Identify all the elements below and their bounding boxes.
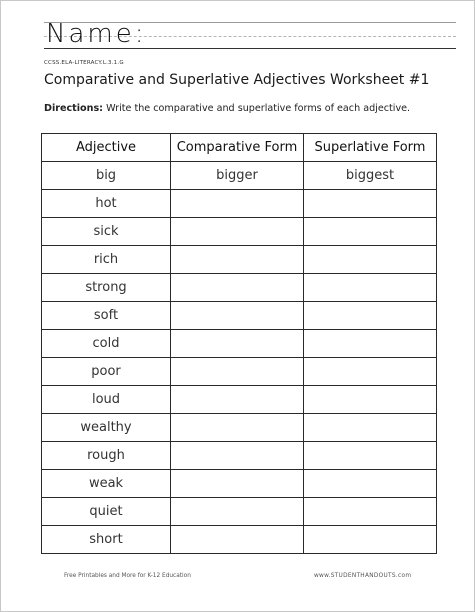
superlative-cell[interactable]	[304, 358, 437, 386]
comparative-cell[interactable]	[171, 386, 304, 414]
table-row	[42, 218, 437, 246]
adjective-cell: short	[42, 526, 171, 554]
adjective-cell: weak	[42, 470, 171, 498]
adjective-cell: big	[42, 162, 171, 190]
table-row	[42, 330, 437, 358]
superlative-cell[interactable]	[304, 274, 437, 302]
standard-code: CCSS.ELA-LITERACY.L.3.1.G	[44, 60, 124, 66]
table-row	[42, 246, 437, 274]
directions	[44, 103, 410, 114]
superlative-cell[interactable]: biggest	[304, 162, 437, 190]
table-row	[42, 162, 437, 190]
table-row	[42, 498, 437, 526]
comparative-cell[interactable]	[171, 358, 304, 386]
worksheet-title: Comparative and Superlative Adjectives Worksheet #1	[44, 72, 430, 88]
table-row	[42, 358, 437, 386]
table-row	[42, 274, 437, 302]
table-row	[42, 302, 437, 330]
comparative-cell[interactable]	[171, 470, 304, 498]
table-row	[42, 442, 437, 470]
adjective-cell: strong	[42, 274, 171, 302]
adjective-cell: loud	[42, 386, 171, 414]
footer-tagline: Free Printables and More for K-12 Education	[64, 573, 191, 579]
comparative-cell[interactable]	[171, 190, 304, 218]
comparative-cell[interactable]	[171, 414, 304, 442]
comparative-cell[interactable]	[171, 302, 304, 330]
superlative-cell[interactable]	[304, 498, 437, 526]
comparative-cell[interactable]	[171, 274, 304, 302]
superlative-cell[interactable]	[304, 386, 437, 414]
table-row	[42, 470, 437, 498]
directions-text: Write the comparative and superlative forms of each adjective.	[103, 103, 411, 114]
adjective-cell: soft	[42, 302, 171, 330]
adjective-cell: cold	[42, 330, 171, 358]
directions-label: Directions:	[44, 103, 104, 114]
table-row	[42, 414, 437, 442]
comparative-cell[interactable]	[171, 330, 304, 358]
column-header-superlative: Superlative Form	[304, 134, 437, 162]
comparative-cell[interactable]	[171, 246, 304, 274]
table-header-row	[42, 134, 437, 162]
name-label: Name:	[46, 19, 147, 49]
superlative-cell[interactable]	[304, 218, 437, 246]
adjective-cell: sick	[42, 218, 171, 246]
superlative-cell[interactable]	[304, 190, 437, 218]
footer-website: www.STUDENTHANDOUTS.com	[314, 573, 412, 579]
comparative-cell[interactable]	[171, 526, 304, 554]
adjectives-table	[41, 133, 437, 554]
column-header-adjective: Adjective	[42, 134, 171, 162]
comparative-cell[interactable]	[171, 218, 304, 246]
adjective-cell: poor	[42, 358, 171, 386]
adjective-cell: quiet	[42, 498, 171, 526]
superlative-cell[interactable]	[304, 302, 437, 330]
adjective-cell: rough	[42, 442, 171, 470]
adjective-cell: wealthy	[42, 414, 171, 442]
superlative-cell[interactable]	[304, 526, 437, 554]
table-row	[42, 190, 437, 218]
column-header-comparative: Comparative Form	[171, 134, 304, 162]
comparative-cell[interactable]	[171, 442, 304, 470]
superlative-cell[interactable]	[304, 414, 437, 442]
table-row	[42, 386, 437, 414]
comparative-cell[interactable]	[171, 498, 304, 526]
superlative-cell[interactable]	[304, 442, 437, 470]
superlative-cell[interactable]	[304, 330, 437, 358]
name-line[interactable]	[44, 14, 456, 50]
comparative-cell[interactable]: bigger	[171, 162, 304, 190]
adjective-cell: hot	[42, 190, 171, 218]
table-row	[42, 526, 437, 554]
adjective-cell: rich	[42, 246, 171, 274]
superlative-cell[interactable]	[304, 246, 437, 274]
superlative-cell[interactable]	[304, 470, 437, 498]
